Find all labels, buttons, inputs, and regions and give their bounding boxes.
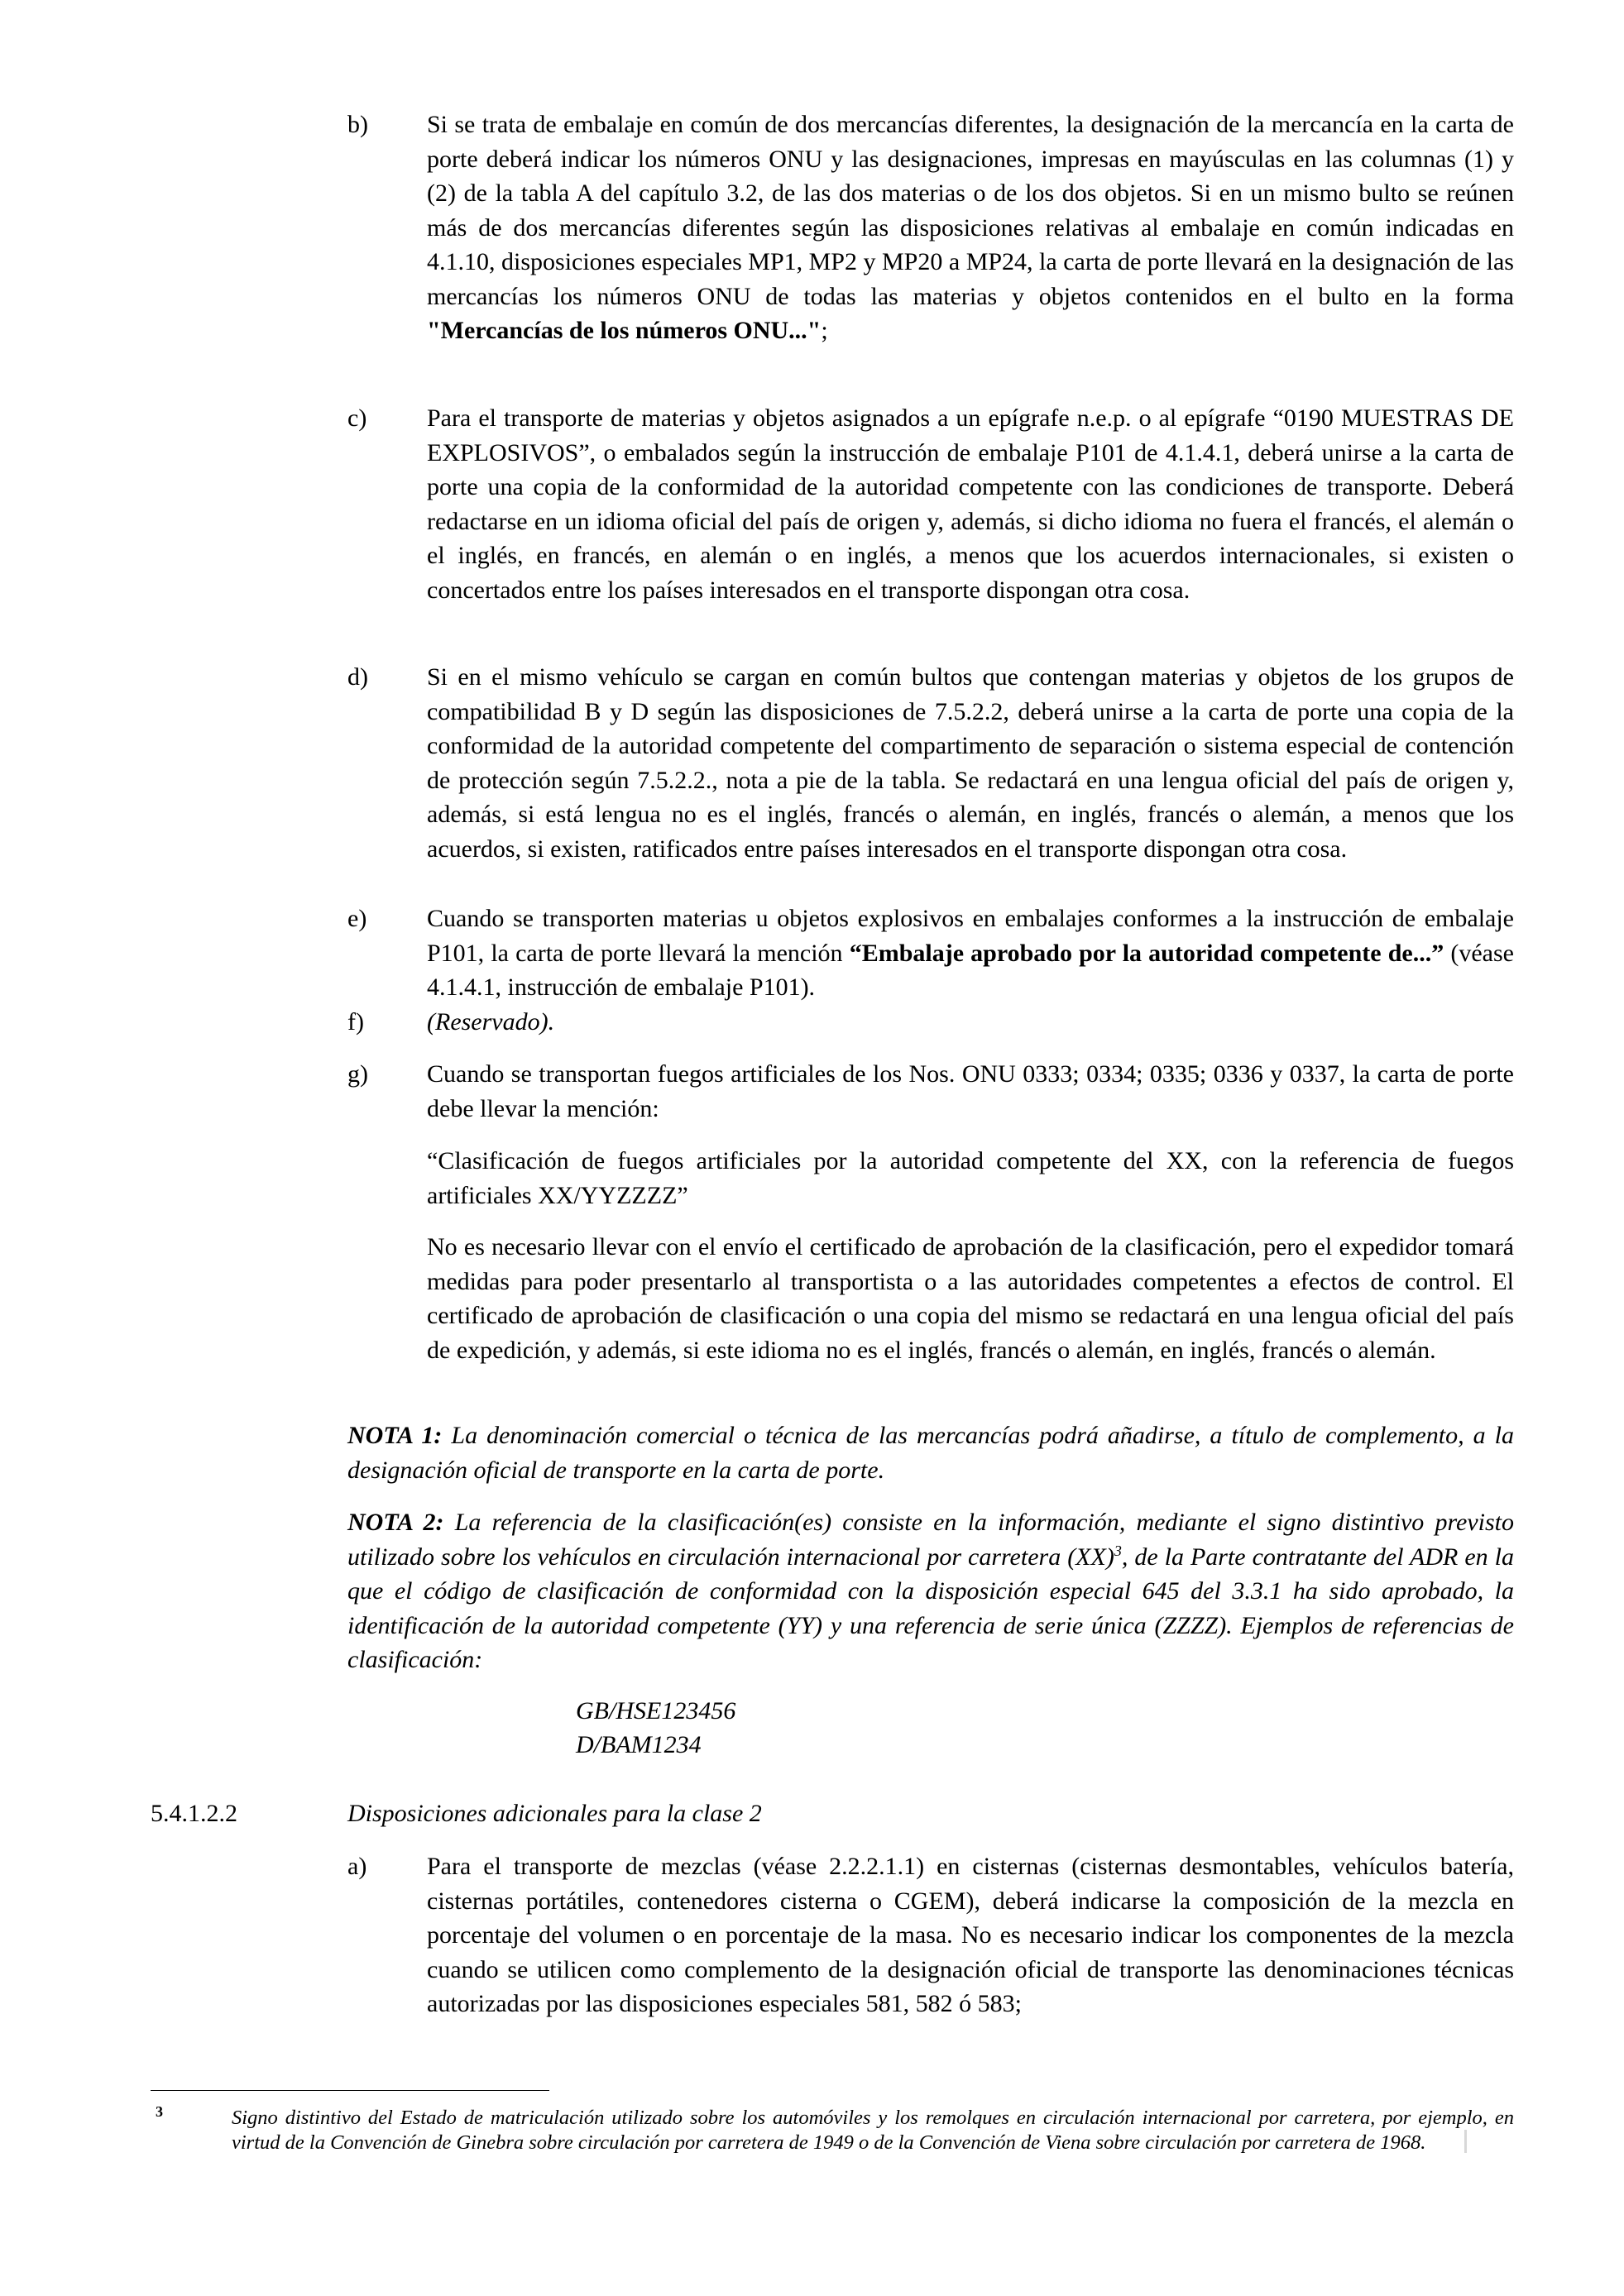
item-e-text-end: (véase 4.1.4.1, instrucción de embalaje P101).	[427, 939, 1514, 1001]
quoted-mention: “Clasificación de fuegos artificiales por la autoridad competente del XX, con la referencia de fuegos artificiales XX/YYZZZZ”	[427, 1147, 1514, 1209]
item-label: e)	[347, 905, 367, 932]
note-1	[347, 1418, 1514, 1487]
item-e-text: Cuando se transporten materias u objetos explosivos en embalajes conformes a la instrucción de embalaje P101, la carta de porte llevará la mención	[427, 905, 1514, 967]
footnote-text: Signo distintivo del Estado de matriculación utilizado sobre los automóviles y los remolques en circulación internacional por carretera, por ejemplo, en virtud de la Convención de Ginebra sobre circulación por carretera de 1949 o de la Convención de Viena sobre circulación por carretera de 1968.	[232, 2107, 1514, 2154]
item-text	[427, 902, 1514, 1005]
section-number: 5.4.1.2.2	[151, 1800, 237, 1827]
list-item-a	[347, 1849, 1514, 2021]
footnote-separator	[151, 2090, 549, 2091]
list-item-d	[347, 660, 1514, 866]
footnote-number: 3	[156, 2103, 163, 2120]
item-label: a)	[347, 1853, 367, 1880]
note-1-label: NOTA 1:	[347, 1422, 443, 1449]
text-cursor-marker	[1464, 2130, 1467, 2153]
item-text: Cuando se transportan fuegos artificiales de los Nos. ONU 0333; 0334; 0335; 0336 y 0337, la carta de porte debe llevar la mención:	[427, 1060, 1514, 1122]
item-b-text-end: ;	[821, 317, 828, 344]
item-label: b)	[347, 111, 368, 138]
list-item-f	[347, 1005, 1514, 1040]
item-label: d)	[347, 663, 368, 691]
list-item-g	[347, 1057, 1514, 1126]
item-label: g)	[347, 1060, 368, 1088]
footnote-reference[interactable]: 3	[1114, 1542, 1122, 1559]
example-reference: GB/HSE123456	[576, 1697, 736, 1724]
item-text: Para el transporte de mezclas (véase 2.2.2.1.1) en cisternas (cisternas desmontables, vehículos batería, cisternas portátiles, contenedores cisterna o CGEM), deberá indicarse la composición de la mezcla en porcentaje del volumen o en porcentaje de la masa. No es necesario indicar los componentes de la mezcla cuando se utilicen como complemento de la designación oficial de transporte las denominaciones técnicas autorizadas por las disposiciones especiales 581, 582 ó 583;	[427, 1853, 1514, 2017]
paragraph-certificate: No es necesario llevar con el envío el certificado de aprobación de la clasificación, pero el expedidor tomará medidas para poder presentarlo al transportista o a las autoridades competentes a efectos de control. El certificado de aprobación de clasificación o una copia del mismo se redactará en una lengua oficial del país de expedición, y además, si este idioma no es el inglés, francés o alemán, en inglés, francés o alemán.	[427, 1233, 1514, 1364]
item-e-bold-text: “Embalaje aprobado por la autoridad competente de...”	[849, 939, 1444, 967]
item-label: f)	[347, 1008, 364, 1036]
item-text: Si en el mismo vehículo se cargan en común bultos que contengan materias y objetos de los grupos de compatibilidad B y D según las disposiciones de 7.5.2.2, deberá unirse a la carta de porte una copia de la conformidad de la autoridad competente del compartimento de separación o sistema especial de contención de protección según 7.5.2.2., nota a pie de la tabla. Se redactará en una lengua oficial del país de origen y, además, si está lengua no es el inglés, francés o alemán, en inglés, francés o alemán, a menos que los acuerdos, si existen, ratificados entre países interesados en el transporte dispongan otra cosa.	[427, 663, 1514, 863]
list-item-c	[347, 401, 1514, 607]
list-item-e	[347, 902, 1514, 1005]
list-item-b	[347, 108, 1514, 348]
item-b-bold-text: "Mercancías de los números ONU..."	[427, 317, 822, 344]
note-2	[347, 1505, 1514, 1677]
item-text: (Reservado).	[427, 1008, 555, 1036]
example-reference: D/BAM1234	[576, 1731, 702, 1758]
item-text: Para el transporte de materias y objetos asignados a un epígrafe n.e.p. o al epígrafe “0190 MUESTRAS DE EXPLOSIVOS”, o embalados según la instrucción de embalaje P101 de 4.1.4.1, deberá unirse a la carta de porte una copia de la conformidad de la autoridad competente con las condiciones de transporte. Deberá redactarse en un idioma oficial del país de origen y, además, si dicho idioma no fuera el francés, el alemán o el inglés, en francés, en alemán o en inglés, a menos que los acuerdos internacionales, si existen o concertados entre los países interesados en el transporte dispongan otra cosa.	[427, 404, 1514, 604]
note-2-text-end: , de la Parte contratante del ADR en la que el código de clasificación de conformidad con la disposición especial 645 del 3.3.1 ha sido aprobado, la identificación de la autoridad competente (YY) y una referencia de serie única (ZZZZ). Ejemplos de referencias de clasificación:	[347, 1543, 1514, 1673]
note-2-text: La referencia de la clasificación(es) consiste en la información, mediante el signo distintivo previsto utilizado sobre los vehículos en circulación internacional por carretera (XX)	[347, 1509, 1514, 1571]
item-b-text: Si se trata de embalaje en común de dos mercancías diferentes, la designación de la mercancía en la carta de porte deberá indicar los números ONU y las designaciones, impresas en mayúsculas en las columnas (1) y (2) de la tabla A del capítulo 3.2, de las dos materias o de los dos objetos. Si en un mismo bulto se reúnen más de dos mercancías diferentes según las disposiciones relativas al embalaje en común indicadas en 4.1.10, disposiciones especiales MP1, MP2 y MP20 a MP24, la carta de porte llevará en la designación de las mercancías los números ONU de todas las materias y objetos contenidos en el bulto en la forma	[427, 111, 1514, 310]
section-title: Disposiciones adicionales para la clase 2	[347, 1800, 762, 1827]
item-label: c)	[347, 404, 367, 432]
note-2-label: NOTA 2:	[347, 1509, 444, 1536]
note-1-text: La denominación comercial o técnica de las mercancías podrá añadirse, a título de complemento, a la designación oficial de transporte en la carta de porte.	[347, 1422, 1514, 1484]
item-text	[427, 108, 1514, 348]
